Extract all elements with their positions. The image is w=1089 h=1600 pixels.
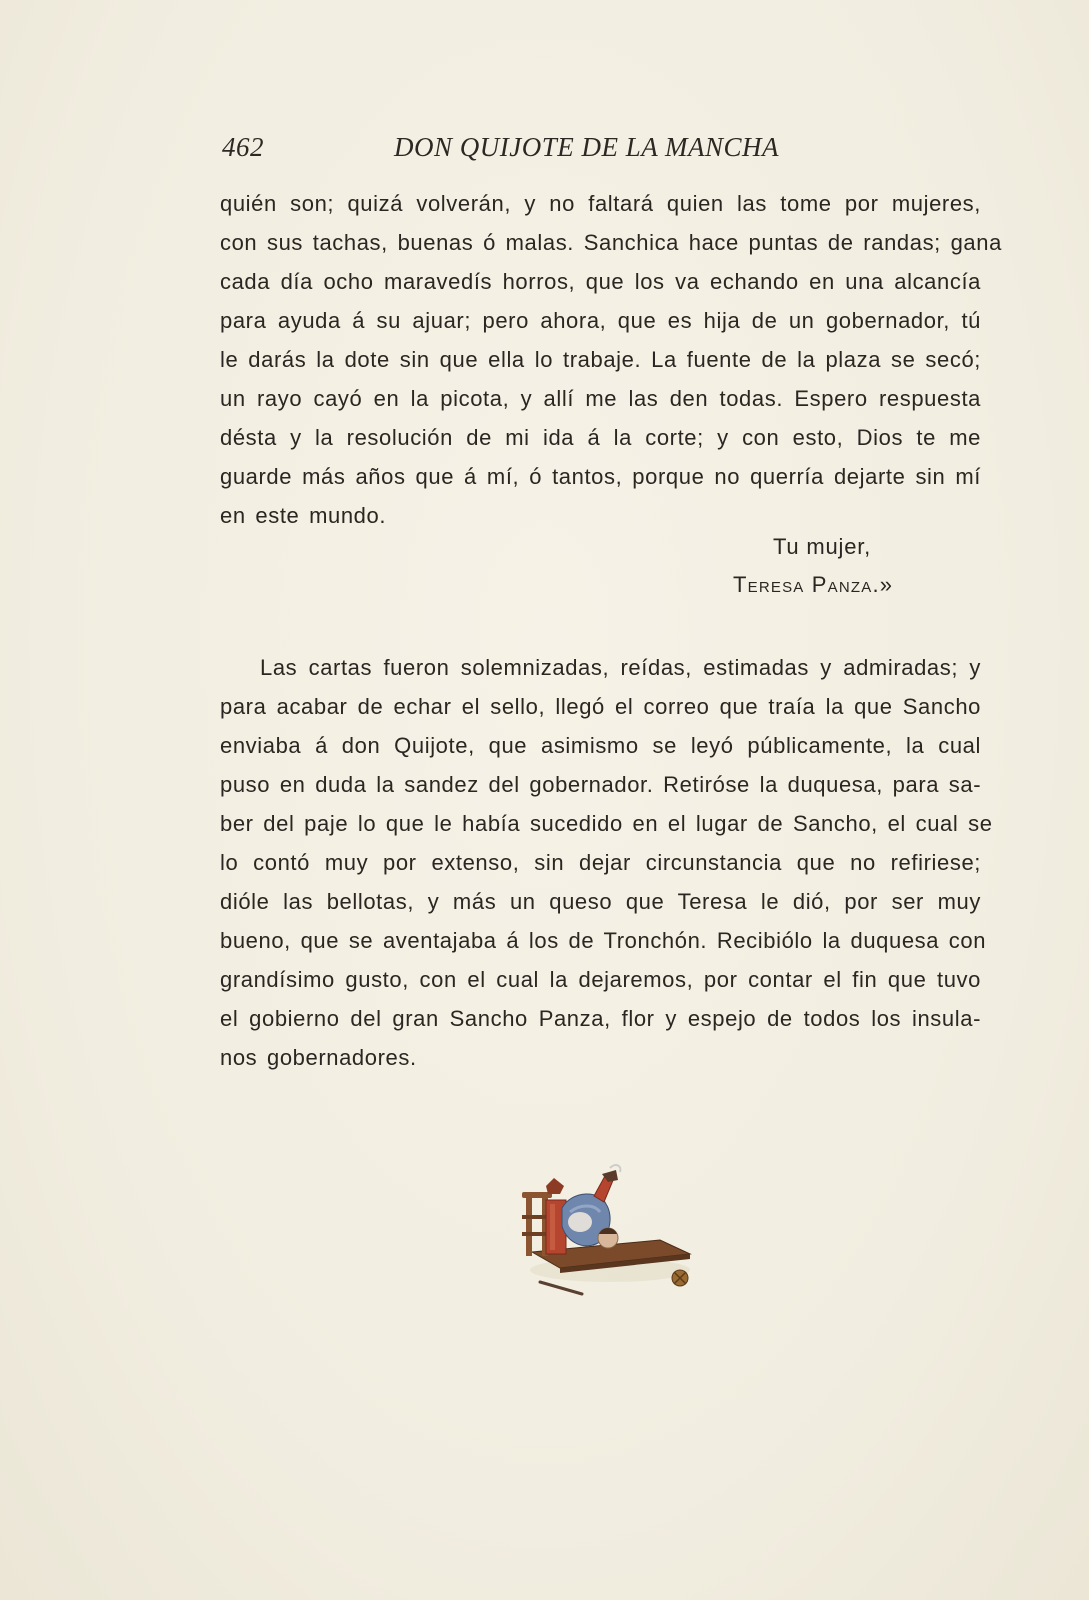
signature-name: Teresa Panza.» (733, 572, 894, 597)
narrative-paragraph (220, 648, 993, 1077)
text-line: nos gobernadores. (220, 1045, 417, 1070)
text-line: désta y la resolución de mi ida á la corte; y con esto, Dios te me (220, 425, 981, 450)
text-line: grandísimo gusto, con el cual la dejaremos, por contar el fin que tuvo (220, 967, 981, 992)
text-line: un rayo cayó en la picota, y allí me las den todas. Espero respuesta (220, 386, 981, 411)
text-line: ber del paje lo que le había sucedido en el lugar de Sancho, el cual se (220, 811, 993, 836)
text-line: le darás la dote sin que ella lo trabaje. La fuente de la plaza se secó; (220, 347, 981, 372)
text-line: cada día ocho maravedís horros, que los va echando en una alcancía (220, 269, 981, 294)
page-number: 462 (222, 132, 264, 162)
running-title: DON QUIJOTE DE LA MANCHA (394, 132, 779, 162)
text-line: el gobierno del gran Sancho Panza, flor y espejo de todos los insula- (220, 1006, 981, 1031)
text-line: Las cartas fueron solemnizadas, reídas, estimadas y admiradas; y (260, 655, 981, 680)
text-line: en este mundo. (220, 503, 387, 528)
text-line: bueno, que se aventajaba á los de Tronchón. Recibiólo la duquesa con (220, 928, 987, 953)
text-line: para acabar de echar el sello, llegó el correo que traía la que Sancho (220, 694, 981, 719)
text-line: guarde más años que á mí, ó tantos, porque no querría dejarte sin mí (220, 464, 981, 489)
letter-paragraph (220, 184, 1002, 535)
text-line: quién son; quizá volverán, y no faltará quien las tome por mujeres, (220, 191, 981, 216)
tailpiece-illustration (510, 1160, 710, 1310)
text-line: dióle las bellotas, y más un queso que Teresa le dió, por ser muy (220, 889, 981, 914)
text-line: con sus tachas, buenas ó malas. Sanchica hace puntas de randas; gana (220, 230, 1002, 255)
text-line: puso en duda la sandez del gobernador. Retiróse la duquesa, para sa- (220, 772, 982, 797)
text-line: para ayuda á su ajuar; pero ahora, que es hija de un gobernador, tú (220, 308, 981, 333)
text-line: enviaba á don Quijote, que asimismo se leyó públicamente, la cual (220, 733, 981, 758)
signature-salutation: Tu mujer, (773, 534, 872, 559)
page-header (222, 132, 802, 168)
text-line: lo contó muy por extenso, sin dejar circunstancia que no refiriese; (220, 850, 981, 875)
